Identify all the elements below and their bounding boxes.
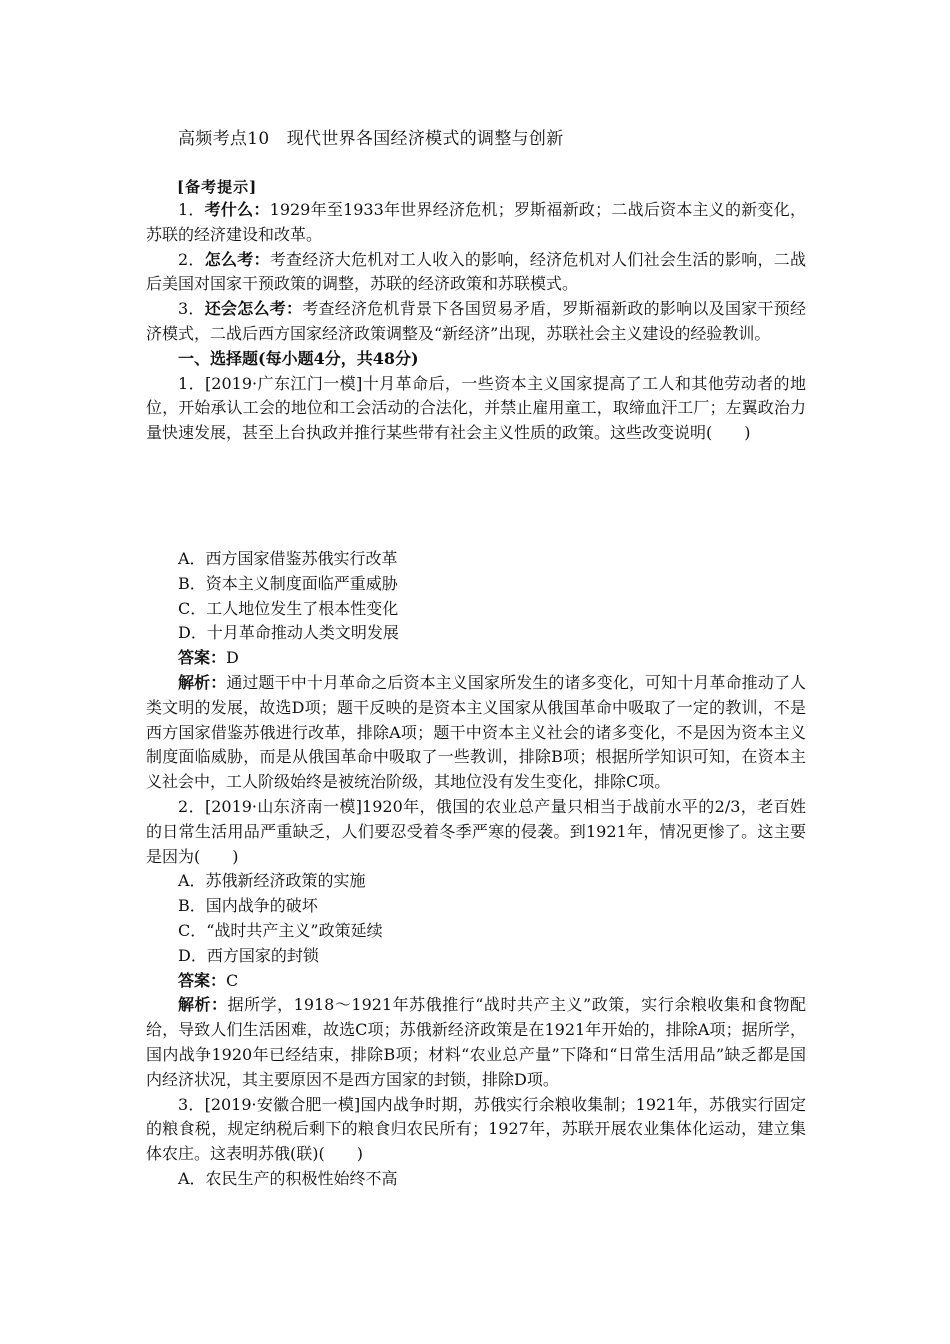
- question-2-stem: 2．[2019·山东济南一模]1920年，俄国的农业总产量只相当于战前水平的2/3，老百姓的日常生活用品严重缺乏，人们要忍受着冬季严寒的侵袭。到1921年，情况更惨了。这主要是因为( ): [146, 796, 806, 866]
- q1-option-d: D．十月革命推动人类文明发展: [178, 623, 399, 643]
- q2-option-b: B．国内战争的破坏: [178, 896, 318, 916]
- q2-option-d: D．西方国家的封锁: [178, 945, 319, 965]
- q1-option-a: A．西方国家借鉴苏俄实行改革: [178, 549, 398, 568]
- q1-analysis: 解析：通过题干中十月革命之后资本主义国家所发生的诸多变化，可知十月革命推动了人类文明的发展，故选D项；题干反映的是资本主义国家从俄国革命中吸取了一定的教训，不是西方国家借鉴苏俄进行改革，排除A项；题干中资本主义社会的诸多变化，不是因为资本主义制度面临威胁，而是从俄国革命中吸取了一些教训，排除B项；根据所学知识可知，在资本主义社会中，工人阶级始终是被统治阶级，其地位没有发生变化，排除C项。: [146, 672, 806, 792]
- question-1-stem: 1．[2019·广东江门一模]十月革命后，一些资本主义国家提高了工人和其他劳动者的地位，开始承认工会的地位和工会活动的合法化，并禁止雇用童工，取缔血汗工厂；左翼政治力量快速发展，甚至上台执政并推行某些带有社会主义性质的政策。这些改变说明( ): [146, 373, 806, 443]
- q2-analysis: 解析：据所学，1918～1921年苏俄推行“战时共产主义”政策，实行余粮收集和食物配给，导致人们生活困难，故选C项；苏俄新经济政策是在1921年开始的，排除A项；据所学，国内战争1920年已经结束，排除B项；材料“农业总产量”下降和“日常生活用品”缺乏都是国内经济状况，其主要原因不是西方国家的封锁，排除D项。: [146, 995, 806, 1089]
- tip-item-2: 2．怎么考：考查经济大危机对工人收入的影响，经济危机对人们社会生活的影响，二战后美国对国家干预政策的调整，苏联的经济政策和苏联模式。: [146, 249, 806, 294]
- q1-answer: 答案：D: [178, 648, 239, 668]
- q3-option-a: A．农民生产的积极性始终不高: [178, 1168, 398, 1188]
- q2-option-c: C．“战时共产主义”政策延续: [178, 920, 383, 940]
- q1-option-b: B．资本主义制度面临严重威胁: [178, 573, 398, 593]
- q1-option-c: C．工人地位发生了根本性变化: [178, 598, 399, 618]
- q2-answer: 答案：C: [178, 970, 239, 990]
- question-1-body: [146, 547, 806, 1192]
- section-heading: 一、选择题(每小题4分，共48分): [178, 348, 419, 368]
- q2-option-a: A．苏俄新经济政策的实施: [178, 871, 366, 891]
- page-title: 高频考点10 现代世界各国经济模式的调整与创新: [178, 129, 564, 149]
- tip-item-1: 1．考什么：1929年至1933年世界经济危机；罗斯福新政；二战后资本主义的新变化，苏联的经济建设和改革。: [146, 200, 806, 244]
- tips-block: [146, 198, 806, 446]
- tips-label: [备考提示]: [177, 178, 258, 196]
- question-3-stem: 3．[2019·安徽合肥一模]国内战争时期，苏俄实行余粮收集制；1921年，苏俄实行固定的粮食税，规定纳税后剩下的粮食归农民所有；1927年，苏联开展农业集体化运动，建立集体农庄。这表明苏俄(联)( ): [146, 1094, 806, 1164]
- tip-item-3: 3．还会怎么考：考查经济危机背景下各国贸易矛盾，罗斯福新政的影响以及国家干预经济模式，二战后西方国家经济政策调整及“新经济”出现，苏联社会主义建设的经验教训。: [146, 299, 806, 343]
